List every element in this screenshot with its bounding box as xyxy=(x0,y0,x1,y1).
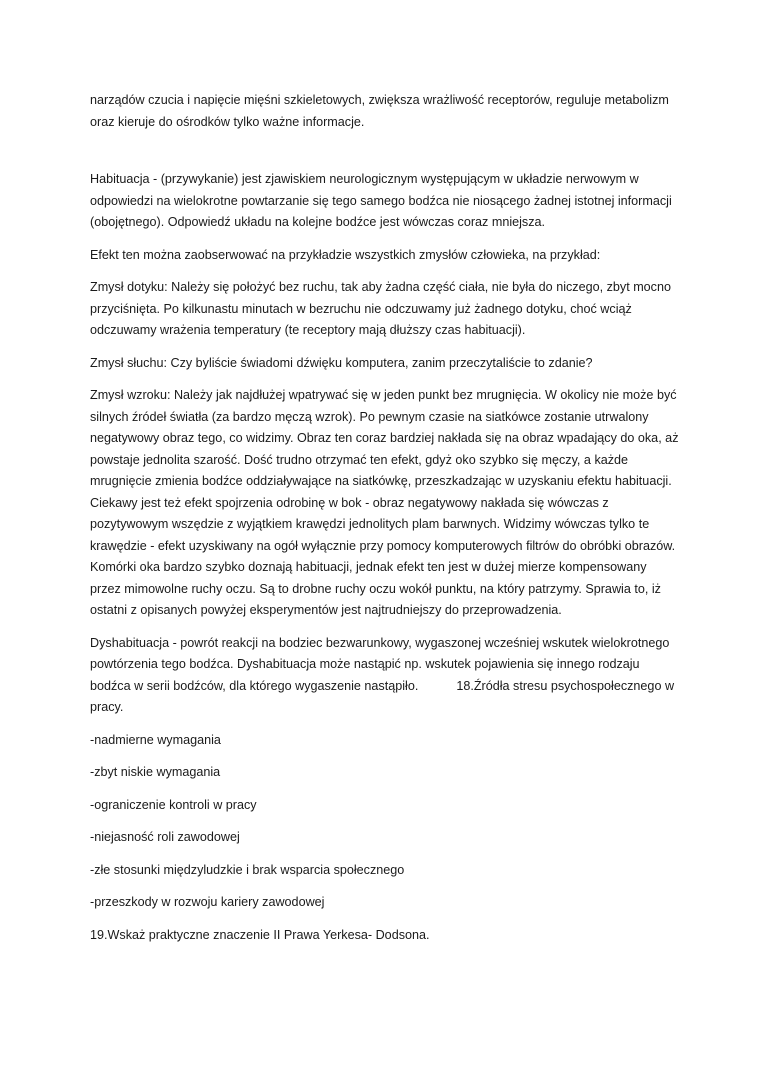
list-item: -złe stosunki międzyludzkie i brak wsparcia społecznego xyxy=(90,862,405,877)
heading-18: 18.Źródła stresu psychospołecznego w pracy. xyxy=(90,678,675,714)
list-item: -przeszkody w rozwoju kariery zawodowej xyxy=(90,895,325,909)
paragraph-dishabituation xyxy=(90,633,680,719)
list-item: -niejasność roli zawodowej xyxy=(90,830,240,844)
list-item: -zbyt niskie wymagania xyxy=(90,765,221,779)
document-page xyxy=(90,90,680,957)
paragraph-sight: Zmysł wzroku: Należy jak najdłużej wpatrywać się w jeden punkt bez mrugnięcia. W okolicy nie może być silnych źródeł światła (za bardzo męczą wzrok). Po pewnym czasie na siatkówce zostanie utrwalony negatywowy obraz tego, co widzimy. Obraz ten coraz bardziej nakłada się na obraz wpadający do oka, aż powstaje jednolita szarość. Dość trudno otrzymać ten efekt, gdyż oko szybko się męczy, a każde mrugnięcie zmienia bodźce oddziaływające na siatkówkę, przeszkadzając w uzyskaniu efektu habituacji. Ciekawy jest też efekt spojrzenia odrobinę w bok - obraz negatywowy nakłada się wówczas z pozytywowym wszędzie z wyjątkiem krawędzi jednolitych plam barwnych. Widzimy wówczas tylko te krawędzie - efekt uzyskiwany na ogół wyłącznie przy pomocy komputerowych filtrów do obróbki obrazów. Komórki oka bardzo szybko doznają habituacji, jednak efekt ten jest w dużej mierze kompensowany przez mimowolne ruchy oczu. Są to drobne ruchy oczu wokół punktu, na który patrzymy. Sprawia to, iż ostatni z opisanych powyżej eksperymentów jest najtrudniejszy do przeprowadzenia. xyxy=(90,388,679,617)
paragraph-touch: Zmysł dotyku: Należy się położyć bez ruchu, tak aby żadna część ciała, nie była do niczego, zbyt mocno przyciśnięta. Po kilkunastu minutach w bezruchu nie odczuwamy już żadnego dotyku, choć wciąż odczuwamy wrażenia temperatury (te receptory mają dłuższy czas habituacji). xyxy=(90,280,671,337)
list-item: -ograniczenie kontroli w pracy xyxy=(90,797,257,812)
list-item: -nadmierne wymagania xyxy=(90,732,221,747)
paragraph-intro: narządów czucia i napięcie mięśni szkieletowych, zwiększa wrażliwość receptorów, reguluje metabolizm oraz kieruje do ośrodków tylko ważne informacje. xyxy=(90,93,669,129)
paragraph-effect: Efekt ten można zaobserwować na przykładzie wszystkich zmysłów człowieka, na przykład: xyxy=(90,247,601,262)
paragraph-habituation: Habituacja - (przywykanie) jest zjawiskiem neurologicznym występującym w układzie nerwowym w odpowiedzi na wielokrotne powtarzanie się tego samego bodźca nie niosącego żadnej istotnej informacji (obojętnego). Odpowiedź układu na kolejne bodźce jest wówczas coraz mniejsza. xyxy=(90,172,672,229)
paragraph-hearing: Zmysł słuchu: Czy byliście świadomi dźwięku komputera, zanim przeczytaliście to zdanie? xyxy=(90,355,593,370)
dishabituation-text: Dyshabituacja - powrót reakcji na bodziec bezwarunkowy, wygaszonej wcześniej wskutek wielokrotnego powtórzenia tego bodźca. Dyshabituacja może nastąpić np. wskutek pojawienia się innego rodzaju bodźca w serii bodźców, dla którego wygaszenie nastąpiło. xyxy=(90,635,670,693)
heading-19: 19.Wskaż praktyczne znaczenie II Prawa Yerkesa- Dodsona. xyxy=(90,927,430,942)
